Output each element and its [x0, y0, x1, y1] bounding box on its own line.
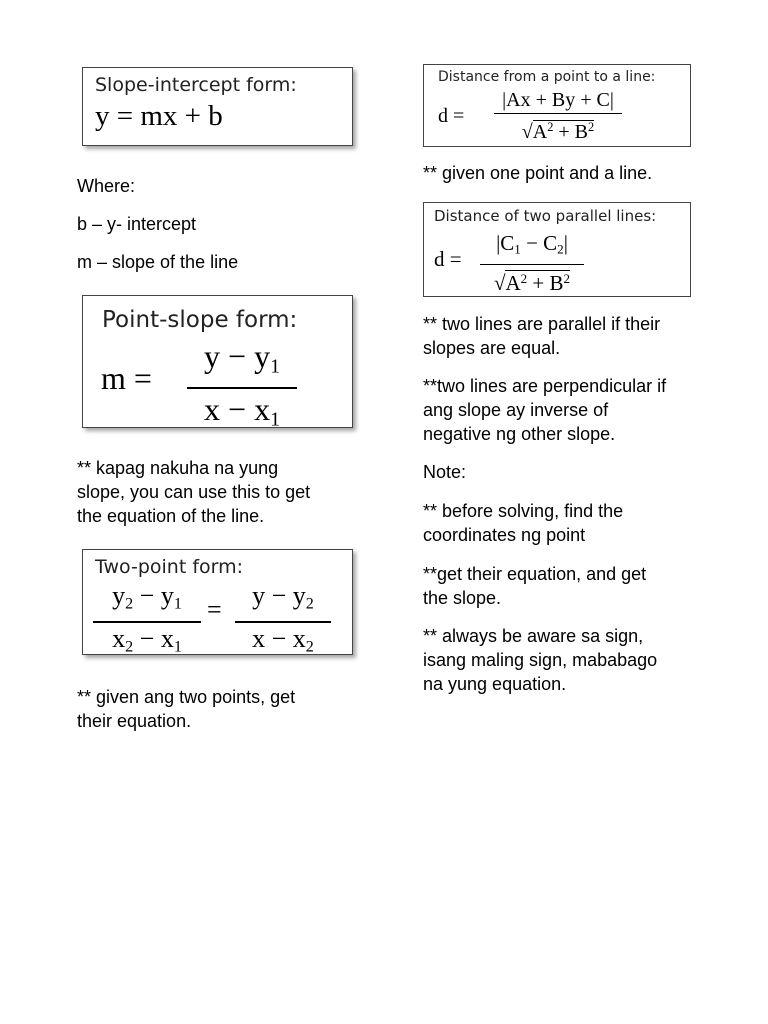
note-equation-line2: the slope.	[423, 588, 502, 608]
distance-parallel-fraction	[480, 229, 584, 297]
two-point-equals: =	[207, 595, 222, 624]
point-slope-denominator: $x - x_1$	[204, 390, 280, 431]
point-slope-caption: Point-slope form:	[102, 307, 298, 333]
note-two-point-line2: their equation.	[77, 711, 192, 731]
note-point-slope-line2: slope, you can use this to get	[77, 482, 311, 502]
note-sign-line3: na yung equation.	[423, 674, 567, 694]
note-heading: Note:	[423, 462, 467, 482]
two-point-right-fraction	[235, 580, 331, 663]
note-sign-line2: isang maling sign, mababago	[423, 650, 658, 670]
point-slope-box	[82, 295, 353, 431]
note-two-point-line1: ** given ang two points, get	[77, 687, 296, 707]
distance-point-line-caption: Distance from a point to a line:	[438, 69, 656, 85]
note-parallel-line2: slopes are equal.	[423, 338, 561, 358]
note-perpendicular-line1: **two lines are perpendicular if	[423, 376, 667, 396]
m-definition: m – slope of the line	[77, 252, 239, 272]
distance-point-line-numerator: |Ax + By + C|	[502, 89, 614, 111]
distance-parallel-denominator: $√A^2 + B^2$	[493, 270, 571, 295]
note-point-slope-line3: the equation of the line.	[77, 506, 265, 526]
distance-point-line-lhs: d =	[438, 105, 465, 127]
two-point-box	[82, 549, 353, 655]
distance-parallel-caption: Distance of two parallel lines:	[434, 207, 657, 225]
note-perpendicular-line2: ang slope ay inverse of	[423, 400, 609, 420]
slope-intercept-caption: Slope-intercept form:	[95, 74, 297, 96]
note-parallel-line1: ** two lines are parallel if their	[423, 314, 661, 334]
two-point-left-fraction	[93, 580, 201, 663]
distance-parallel-numerator: $|C_1 - C_2|$	[496, 231, 568, 257]
distance-parallel-lhs: d =	[434, 247, 462, 271]
where-heading: Where:	[77, 176, 136, 196]
two-point-caption: Two-point form:	[95, 556, 244, 578]
two-point-right-denominator: $x - x_2$	[252, 623, 314, 655]
distance-point-line-denominator: $√A^2 + B^2$	[521, 120, 595, 143]
note-point-slope-line1: ** kapag nakuha na yung	[77, 458, 279, 478]
slope-intercept-formula: y = mx + b	[95, 100, 223, 132]
note-coordinates-line2: coordinates ng point	[423, 525, 586, 545]
note-perpendicular-line3: negative ng other slope.	[423, 424, 616, 444]
note-coordinates-line1: ** before solving, find the	[423, 501, 624, 521]
b-definition: b – y- intercept	[77, 214, 197, 234]
distance-parallel-box	[423, 202, 691, 297]
two-point-left-numerator: $y_2 - y_1$	[112, 581, 182, 613]
distance-point-line-box	[423, 64, 691, 147]
point-slope-numerator: $y - y_1$	[204, 338, 280, 378]
point-slope-fraction	[187, 336, 297, 439]
two-point-left-denominator: $x_2 - x_1$	[112, 623, 182, 655]
note-point-line: ** given one point and a line.	[423, 163, 653, 183]
slope-intercept-box	[82, 67, 353, 146]
distance-point-line-fraction	[494, 87, 622, 145]
note-equation-line1: **get their equation, and get	[423, 564, 647, 584]
note-sign-line1: ** always be aware sa sign,	[423, 626, 644, 646]
two-point-right-numerator: $y - y_2$	[252, 581, 314, 613]
point-slope-lhs: m =	[101, 360, 152, 396]
